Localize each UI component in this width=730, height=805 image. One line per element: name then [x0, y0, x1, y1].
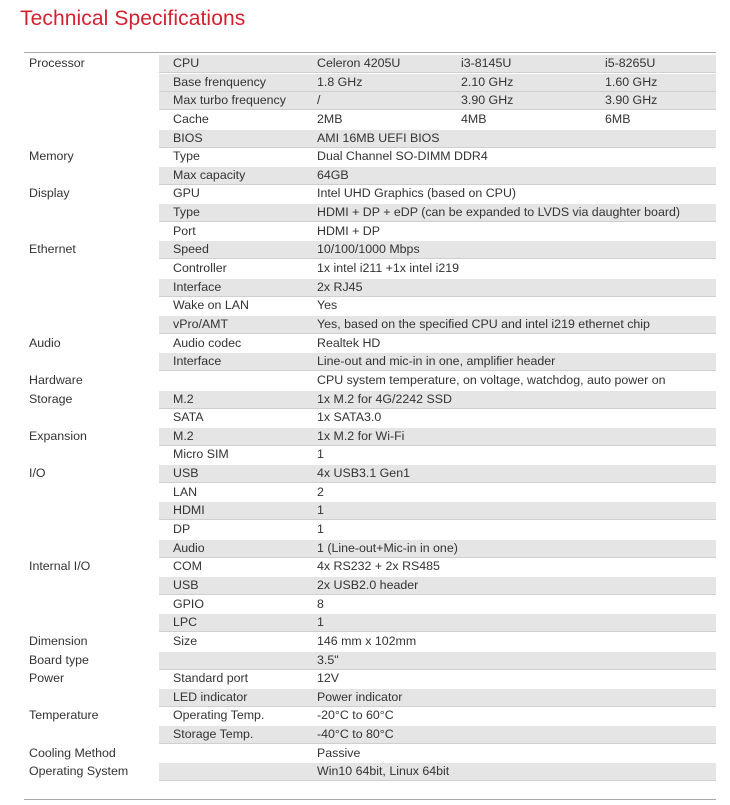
table-row: [24, 240, 716, 259]
spec-value-3: 6MB: [605, 111, 631, 126]
spec-value: -40°C to 80°C: [317, 727, 394, 742]
spec-category: Power: [29, 671, 65, 686]
spec-subcategory: DP: [173, 522, 191, 537]
spec-value-2: 2.10 GHz: [461, 74, 514, 89]
spec-value-3: i5-8265U: [605, 56, 656, 70]
spec-subcategory: BIOS: [173, 130, 203, 145]
spec-subcategory: Operating Temp.: [173, 708, 265, 723]
spec-table: [24, 54, 716, 781]
spec-subcategory: Type: [173, 205, 200, 220]
spec-subcategory: GPIO: [173, 596, 204, 611]
spec-subcategory: CPU: [173, 56, 200, 70]
table-row: [24, 725, 716, 744]
table-row: [24, 203, 716, 222]
spec-subcategory: vPro/AMT: [173, 316, 229, 331]
spec-value: 8: [317, 596, 324, 611]
spec-value: Realtek HD: [317, 335, 381, 350]
page-title: Technical Specifications: [20, 7, 246, 30]
table-row: [24, 390, 716, 409]
spec-category: Dimension: [29, 633, 88, 648]
table-row: [24, 315, 716, 334]
spec-value: 3.5": [317, 652, 339, 667]
spec-value: Dual Channel SO-DIMM DDR4: [317, 149, 488, 164]
table-row: [24, 91, 716, 110]
spec-value: 1x SATA3.0: [317, 410, 382, 425]
spec-value-3: 3.90 GHz: [605, 93, 658, 108]
spec-category: Display: [29, 186, 70, 201]
spec-subcategory: Size: [173, 633, 198, 648]
spec-value: 4x RS232 + 2x RS485: [317, 559, 440, 574]
bottom-divider: [24, 799, 716, 800]
spec-value: 1x intel i211 +1x intel i219: [317, 261, 460, 276]
spec-subcategory: LAN: [173, 484, 198, 499]
spec-value: 64GB: [317, 167, 349, 182]
spec-subcategory: GPU: [173, 186, 200, 201]
table-row: [24, 706, 716, 725]
row-shading: [159, 614, 716, 632]
row-shading: [159, 279, 716, 297]
row-shading: [159, 652, 716, 670]
row-shading: [159, 502, 716, 520]
spec-value: Celeron 4205U: [317, 56, 401, 70]
spec-category: Hardware: [29, 372, 83, 387]
spec-subcategory: COM: [173, 559, 202, 574]
table-row: [24, 408, 716, 427]
spec-value: 4x USB3.1 Gen1: [317, 466, 410, 481]
row-shading: [159, 465, 716, 483]
spec-value: 1: [317, 522, 324, 537]
spec-value: 1x M.2 for Wi-Fi: [317, 428, 405, 443]
table-row: [24, 483, 716, 502]
spec-category: Processor: [29, 56, 85, 70]
spec-value: HDMI + DP + eDP (can be expanded to LVDS via daughter board): [317, 205, 680, 220]
spec-value: Power indicator: [317, 689, 403, 704]
spec-subcategory: M.2: [173, 428, 194, 443]
table-row: [24, 334, 716, 353]
spec-subcategory: Audio codec: [173, 335, 242, 350]
spec-value: AMI 16MB UEFI BIOS: [317, 130, 440, 145]
table-row: [24, 371, 716, 390]
table-row: [24, 110, 716, 129]
top-divider: [24, 52, 716, 53]
spec-subcategory: Micro SIM: [173, 447, 229, 462]
spec-subcategory: Audio: [173, 540, 205, 555]
table-row: [24, 147, 716, 166]
spec-value: 1: [317, 447, 324, 462]
table-row: [24, 632, 716, 651]
spec-category: I/O: [29, 466, 46, 481]
table-row: [24, 651, 716, 670]
spec-value: CPU system temperature, on voltage, watchdog, auto power on: [317, 372, 666, 387]
spec-value: 2x USB2.0 header: [317, 577, 419, 592]
spec-value: 146 mm x 102mm: [317, 633, 417, 648]
spec-value: Yes: [317, 298, 338, 313]
spec-category: Audio: [29, 335, 61, 350]
spec-subcategory: Wake on LAN: [173, 298, 249, 313]
spec-value: Win10 64bit, Linux 64bit: [317, 764, 450, 779]
spec-value: 1: [317, 503, 324, 518]
spec-subcategory: M.2: [173, 391, 194, 406]
spec-value: HDMI + DP: [317, 223, 380, 238]
table-row: [24, 184, 716, 203]
spec-value: Passive: [317, 745, 361, 760]
spec-subcategory: Standard port: [173, 671, 249, 686]
spec-category: Storage: [29, 391, 73, 406]
spec-value-2: 4MB: [461, 111, 487, 126]
spec-subcategory: USB: [173, 466, 199, 481]
table-row: [24, 576, 716, 595]
spec-category: Operating System: [29, 764, 129, 779]
spec-value: 12V: [317, 671, 340, 686]
spec-subcategory: SATA: [173, 410, 204, 425]
table-row: [24, 464, 716, 483]
spec-subcategory: Type: [173, 149, 200, 164]
spec-category: Cooling Method: [29, 745, 116, 760]
spec-value-3: 1.60 GHz: [605, 74, 658, 89]
spec-value: 1 (Line-out+Mic-in in one): [317, 540, 458, 555]
table-row: [24, 557, 716, 576]
table-row: [24, 222, 716, 241]
table-row: [24, 54, 716, 73]
table-row: [24, 73, 716, 92]
spec-subcategory: Base frenquency: [173, 74, 266, 89]
spec-subcategory: LED indicator: [173, 689, 248, 704]
spec-subcategory: Speed: [173, 242, 209, 257]
spec-category: Internal I/O: [29, 559, 91, 574]
spec-value-2: i3-8145U: [461, 56, 512, 70]
spec-category: Expansion: [29, 428, 87, 443]
table-row: [24, 501, 716, 520]
row-shading: [159, 577, 716, 595]
spec-value: 1x M.2 for 4G/2242 SSD: [317, 391, 452, 406]
spec-value: 2: [317, 484, 324, 499]
spec-value: 2x RJ45: [317, 279, 363, 294]
spec-subcategory: Max capacity: [173, 167, 246, 182]
table-row: [24, 744, 716, 763]
spec-subcategory: HDMI: [173, 503, 205, 518]
spec-value: Line-out and mic-in in one, amplifier header: [317, 354, 556, 369]
table-row: [24, 539, 716, 558]
spec-category: Temperature: [29, 708, 99, 723]
spec-category: Ethernet: [29, 242, 76, 257]
spec-category: Memory: [29, 149, 74, 164]
spec-value: -20°C to 60°C: [317, 708, 394, 723]
spec-subcategory: Max turbo frequency: [173, 93, 286, 108]
spec-subcategory: USB: [173, 577, 199, 592]
spec-value: 1: [317, 615, 324, 630]
spec-subcategory: Port: [173, 223, 196, 238]
spec-value: 1.8 GHz: [317, 74, 363, 89]
table-row: [24, 278, 716, 297]
table-row: [24, 595, 716, 614]
table-row: [24, 129, 716, 148]
spec-value-2: 3.90 GHz: [461, 93, 514, 108]
table-row: [24, 669, 716, 688]
table-row: [24, 427, 716, 446]
spec-subcategory: Interface: [173, 354, 222, 369]
spec-value: /: [317, 93, 321, 108]
spec-subcategory: Interface: [173, 279, 222, 294]
table-row: [24, 352, 716, 371]
spec-subcategory: Controller: [173, 261, 227, 276]
table-row: [24, 259, 716, 278]
spec-subcategory: LPC: [173, 615, 198, 630]
table-row: [24, 166, 716, 185]
row-shading: [159, 428, 716, 446]
spec-value: 2MB: [317, 111, 343, 126]
table-row: [24, 520, 716, 539]
table-row: [24, 688, 716, 707]
spec-value: Intel UHD Graphics (based on CPU): [317, 186, 517, 201]
table-row: [24, 613, 716, 632]
spec-value: Yes, based on the specified CPU and intel i219 ethernet chip: [317, 316, 650, 331]
table-row: [24, 445, 716, 464]
spec-subcategory: Storage Temp.: [173, 727, 254, 742]
spec-subcategory: Cache: [173, 111, 209, 126]
table-row: [24, 296, 716, 315]
spec-category: Board type: [29, 652, 89, 667]
row-shading: [159, 241, 716, 259]
table-row: [24, 762, 716, 781]
spec-value: 10/100/1000 Mbps: [317, 242, 420, 257]
